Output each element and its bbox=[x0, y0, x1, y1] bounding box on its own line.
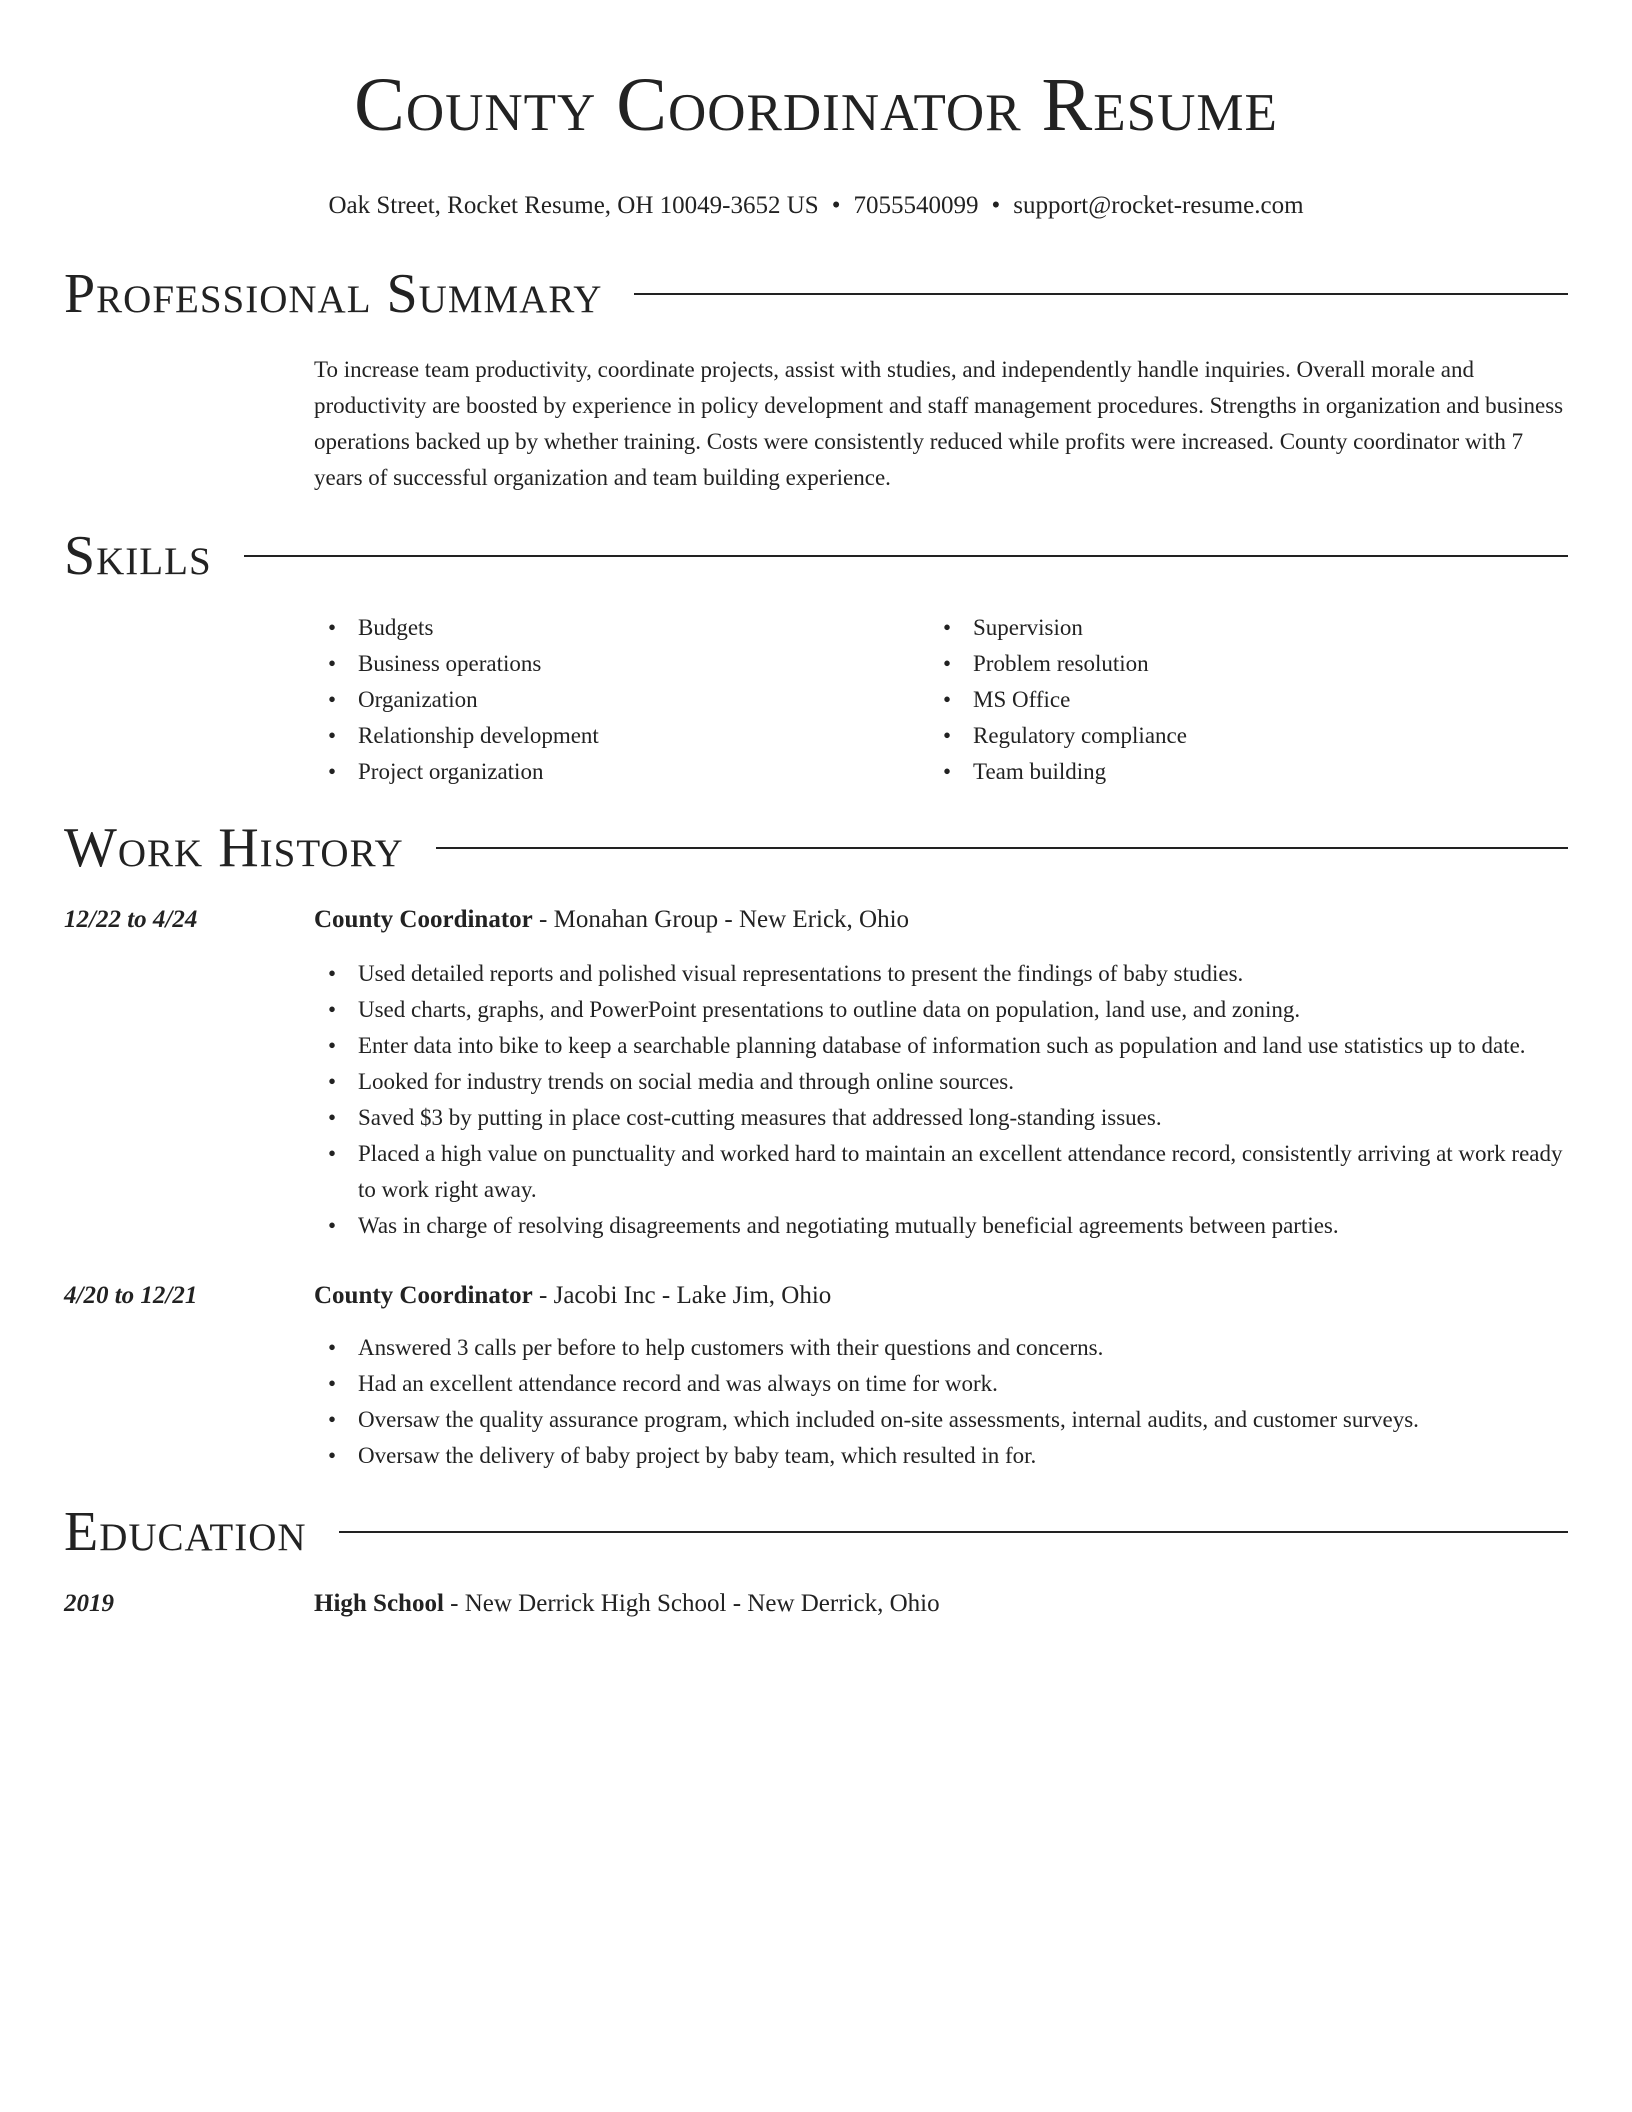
work-header bbox=[64, 812, 1568, 884]
job-bullets bbox=[314, 956, 1568, 1244]
section-divider bbox=[436, 847, 1568, 849]
contact-email: support@rocket-resume.com bbox=[1013, 192, 1304, 219]
summary-section bbox=[64, 258, 1568, 496]
job-bullet: • Used charts, graphs, and PowerPoint presentations to outline data on population, land use, and zoning. bbox=[314, 992, 1568, 1028]
job-bullet: • Used detailed reports and polished visual representations to present the findings of baby studies. bbox=[314, 956, 1568, 992]
skills-list-right bbox=[929, 610, 1544, 790]
summary-body bbox=[314, 352, 1568, 496]
job-entry bbox=[64, 1278, 1568, 1474]
job-bullet: • Answered 3 calls per before to help customers with their questions and concerns. bbox=[314, 1330, 1568, 1366]
job-main bbox=[314, 902, 1568, 1244]
separator-dot: • bbox=[991, 192, 1001, 219]
section-divider bbox=[244, 555, 1568, 557]
skill-item: • Budgets bbox=[314, 610, 929, 646]
job-bullet: • Was in charge of resolving disagreements and negotiating mutually beneficial agreements between parties. bbox=[314, 1208, 1568, 1244]
job-heading bbox=[314, 902, 1568, 938]
job-role: County Coordinator bbox=[314, 1282, 533, 1309]
job-bullet: • Saved $3 by putting in place cost-cutting measures that addressed long-standing issues. bbox=[314, 1100, 1568, 1136]
summary-heading: Professional Summary bbox=[64, 263, 603, 325]
section-divider bbox=[339, 1531, 1568, 1533]
skill-item: • MS Office bbox=[929, 682, 1544, 718]
skill-item: • Supervision bbox=[929, 610, 1544, 646]
separator-dot: • bbox=[831, 192, 841, 219]
summary-text: To increase team productivity, coordinate projects, assist with studies, and independently handle inquiries. Overall morale and productivity are boosted by experience in policy development and staff management procedures. Strengths in organization and business operations backed up by whether training. Costs were consistently reduced while profits were increased. County coordinator with 7 years of successful organization and team building experience. bbox=[314, 357, 1564, 490]
work-section bbox=[64, 812, 1568, 1474]
skill-item: • Organization bbox=[314, 682, 929, 718]
skill-item: • Project organization bbox=[314, 754, 929, 790]
job-dates: 12/22 to 4/24 bbox=[64, 906, 198, 933]
job-bullet: • Oversaw the delivery of baby project by baby team, which resulted in for. bbox=[314, 1438, 1568, 1474]
job-bullet: • Oversaw the quality assurance program, which included on-site assessments, internal audits, and customer surveys. bbox=[314, 1402, 1568, 1438]
skill-item: • Team building bbox=[929, 754, 1544, 790]
skills-heading: Skills bbox=[64, 525, 212, 587]
contact-address: Oak Street, Rocket Resume, OH 10049-3652 US bbox=[328, 192, 819, 219]
work-heading: Work History bbox=[64, 817, 404, 879]
job-company: - Jacobi Inc - Lake Jim, Ohio bbox=[532, 1282, 832, 1309]
education-section bbox=[64, 1496, 1568, 1622]
summary-header bbox=[64, 258, 1568, 330]
skills-section bbox=[64, 520, 1568, 790]
skill-item: • Relationship development bbox=[314, 718, 929, 754]
education-heading: Education bbox=[64, 1501, 307, 1563]
resume-title: County Coordinator Resume bbox=[354, 63, 1278, 147]
skill-item: • Regulatory compliance bbox=[929, 718, 1544, 754]
section-divider bbox=[634, 293, 1568, 295]
job-bullet: • Placed a high value on punctuality and worked hard to maintain an excellent attendance record, consistently arriving at work ready to work right away. bbox=[314, 1136, 1568, 1208]
education-header bbox=[64, 1496, 1568, 1568]
skills-header bbox=[64, 520, 1568, 592]
education-entry bbox=[64, 1586, 1568, 1622]
job-entry bbox=[64, 902, 1568, 1244]
contact-line bbox=[64, 190, 1568, 222]
job-dates: 4/20 to 12/21 bbox=[64, 1282, 198, 1309]
education-heading-line bbox=[314, 1586, 1568, 1622]
skills-grid bbox=[314, 610, 1568, 790]
job-bullet: • Looked for industry trends on social media and through online sources. bbox=[314, 1064, 1568, 1100]
job-main bbox=[314, 1278, 1568, 1474]
skill-item: • Business operations bbox=[314, 646, 929, 682]
job-bullets bbox=[314, 1330, 1568, 1474]
job-role: County Coordinator bbox=[314, 906, 533, 933]
job-bullet: • Had an excellent attendance record and was always on time for work. bbox=[314, 1366, 1568, 1402]
skill-item: • Problem resolution bbox=[929, 646, 1544, 682]
education-date: 2019 bbox=[64, 1590, 114, 1617]
education-degree: High School bbox=[314, 1590, 444, 1617]
job-company: - Monahan Group - New Erick, Ohio bbox=[532, 906, 910, 933]
job-bullet: • Enter data into bike to keep a searchable planning database of information such as population and land use statistics up to date. bbox=[314, 1028, 1568, 1064]
education-school: - New Derrick High School - New Derrick, Ohio bbox=[443, 1590, 940, 1617]
education-main bbox=[314, 1586, 1568, 1622]
skills-list-left bbox=[314, 610, 929, 790]
contact-phone: 7055540099 bbox=[853, 192, 979, 219]
job-heading bbox=[314, 1278, 1568, 1314]
